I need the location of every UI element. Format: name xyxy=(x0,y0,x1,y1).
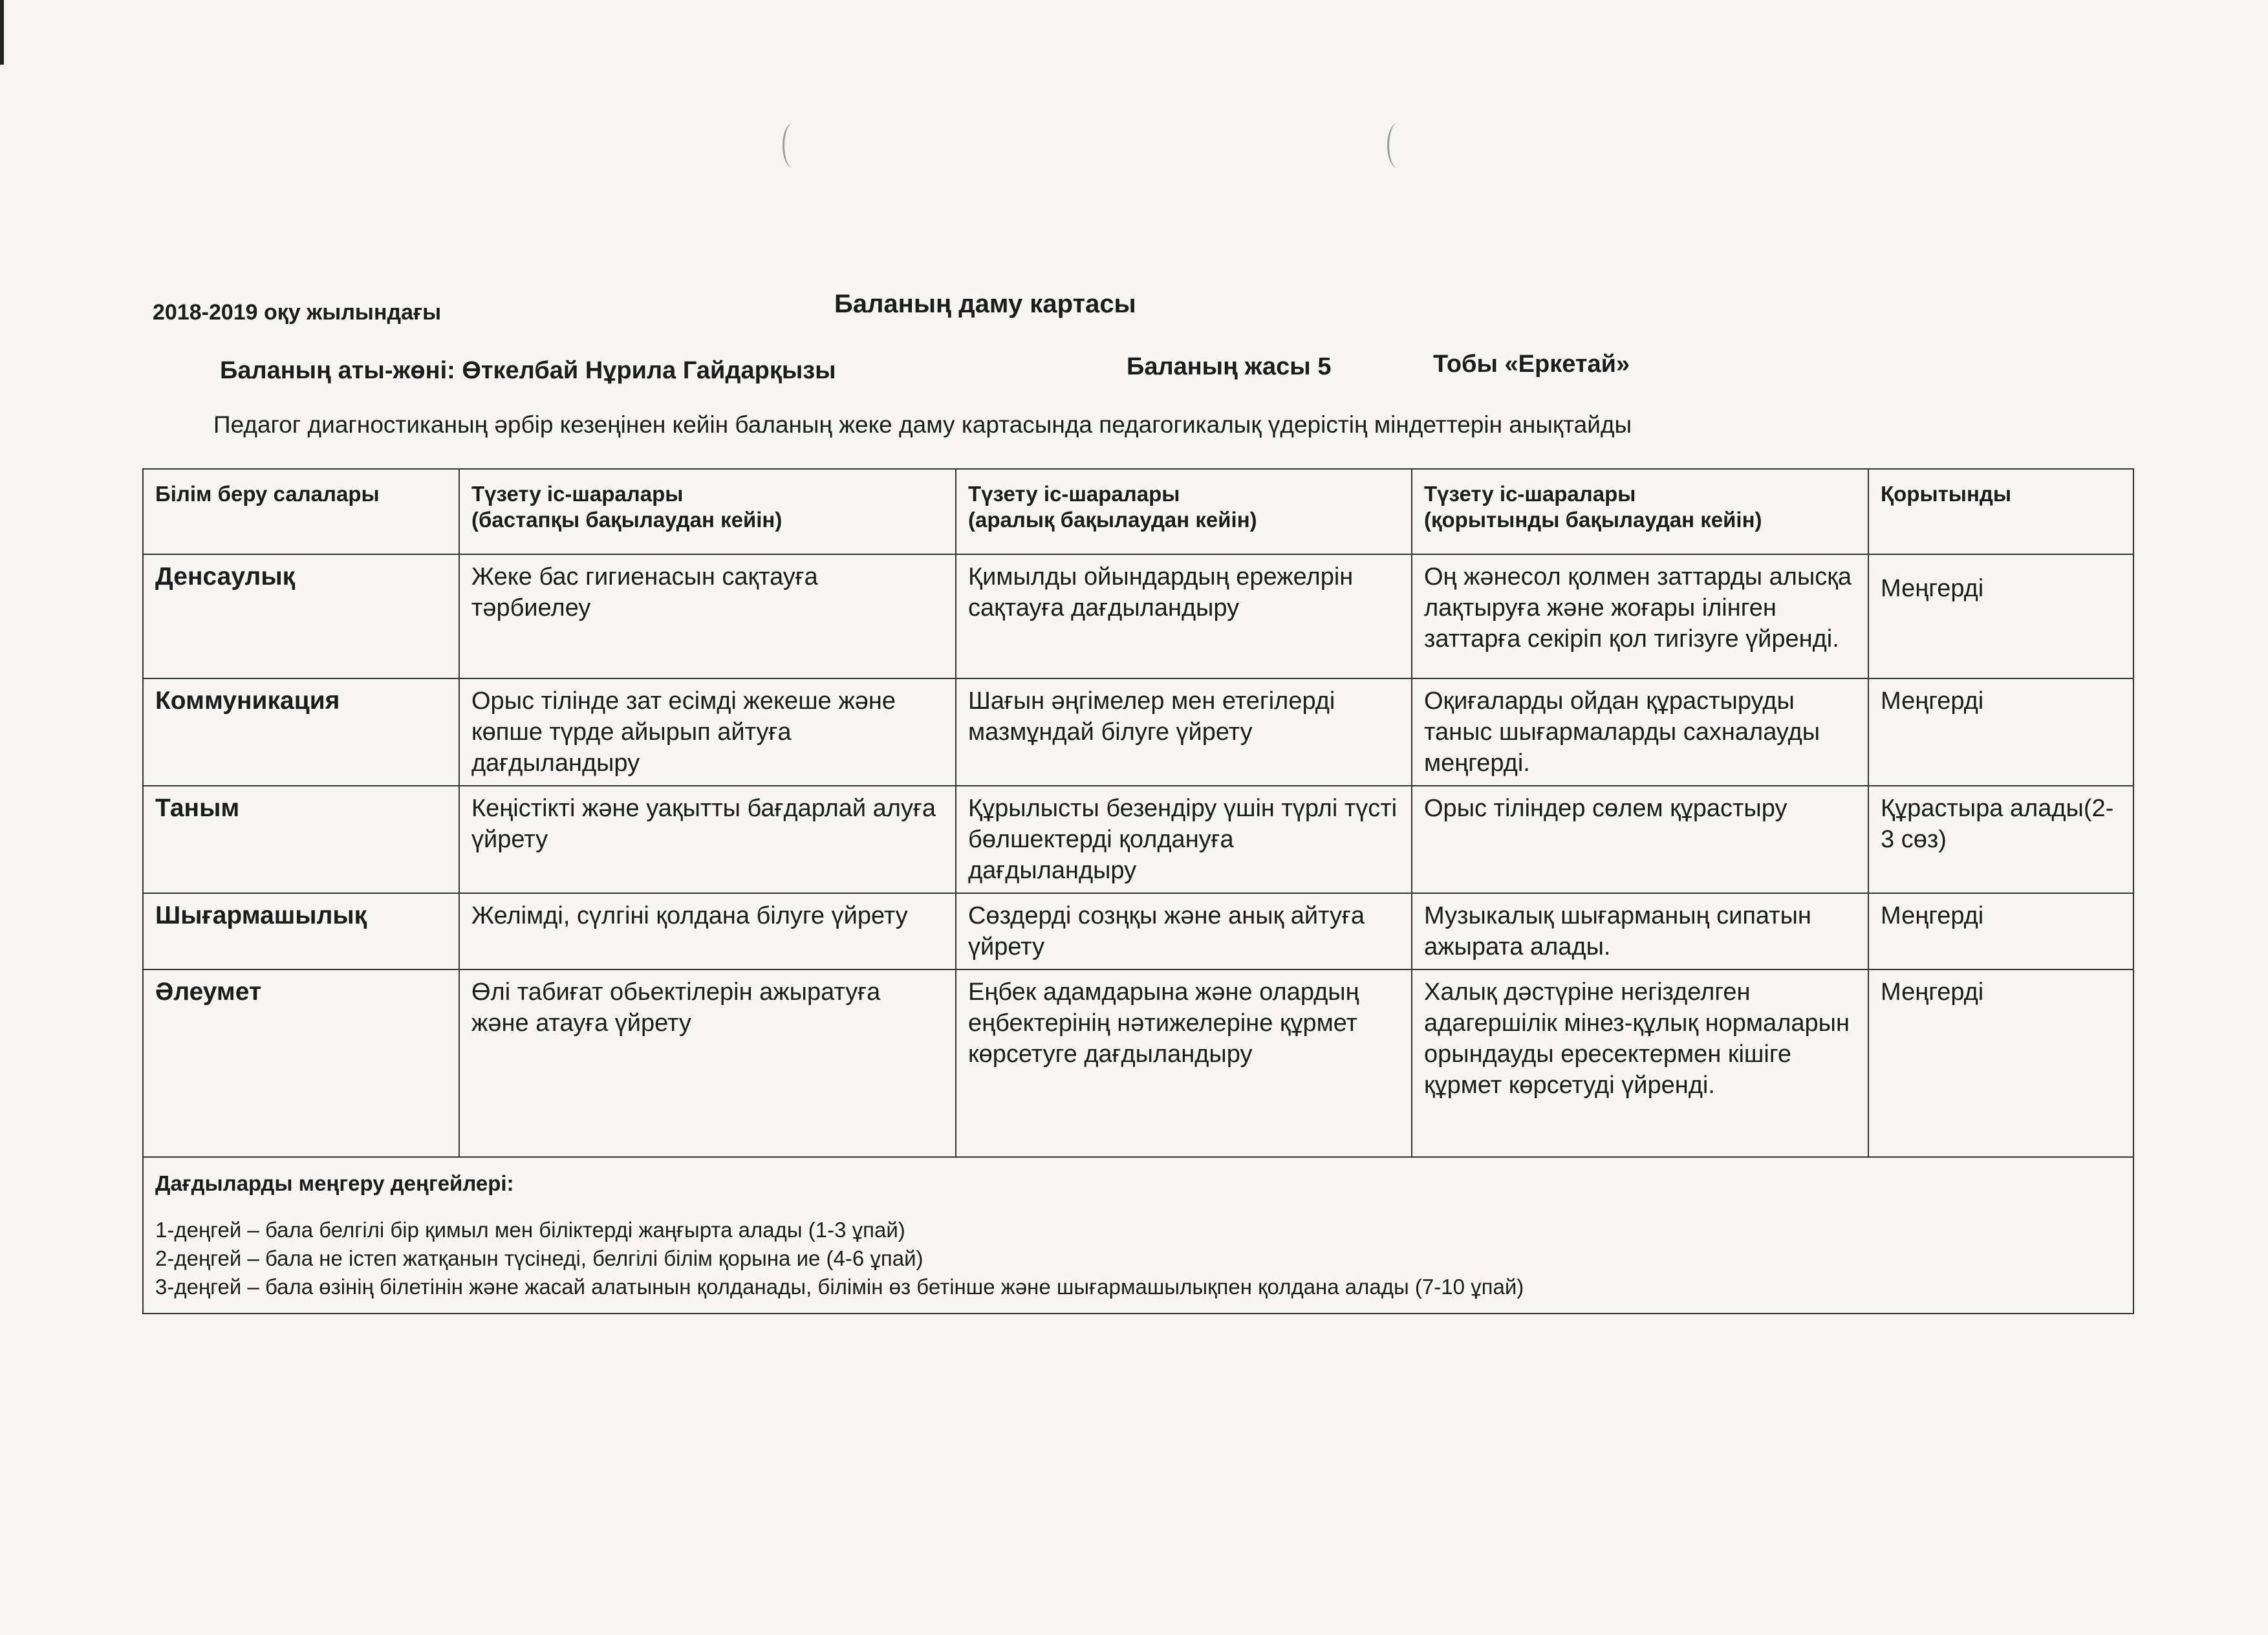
table-row xyxy=(143,678,2133,786)
legend-level-2: 2-деңгей – бала не істеп жатқанын түсінеді, белгілі білім қорына ие (4-6 ұпай) xyxy=(155,1246,923,1270)
final-cell: Халық дәстүріне негізделген адагершілік мінез-құлық нормаларын орындауды ересектермен кішіге құрмет көрсетуді үйренді. xyxy=(1412,969,1868,1157)
initial-cell: Орыс тілінде зат есімді жекеше және көпше түрде айырып айтуға дағдыландыру xyxy=(459,678,956,786)
document-title: Баланың даму картасы xyxy=(834,290,1136,318)
legend-row xyxy=(143,1157,2133,1314)
punch-mark xyxy=(1387,123,1409,168)
intermediate-cell: Сөздерді созңқы және анық айтуға үйрету xyxy=(956,893,1412,969)
result-cell: Меңгерді xyxy=(1868,554,2133,678)
area-cell: Шығармашылық xyxy=(143,893,459,969)
child-group: Тобы «Еркетай» xyxy=(1433,351,1630,378)
final-cell: Орыс тіліндер сөлем құрастыру xyxy=(1412,786,1868,893)
header-cell: Түзету іс-шаралары (бастапқы бақылаудан кейін) xyxy=(459,469,956,554)
final-cell: Оқиғаларды ойдан құрастыруды таныс шығармаларды сахналауды меңгерді. xyxy=(1412,678,1868,786)
header-cell: Түзету іс-шаралары (қорытынды бақылаудан кейін) xyxy=(1412,469,1868,554)
area-cell: Коммуникация xyxy=(143,678,459,786)
legend-level-3: 3-деңгей – бала өзінің білетінін және жасай алатынын қолданады, білімін өз бетінше және шығармашылықпен қолдана алады (7-10 ұпай) xyxy=(155,1275,1524,1299)
result-cell: Меңгерді xyxy=(1868,893,2133,969)
table-row xyxy=(143,786,2133,893)
initial-cell: Жеке бас гигиенасын сақтауға тәрбиелеу xyxy=(459,554,956,678)
scan-edge xyxy=(0,0,4,65)
academic-year: 2018-2019 оқу жылындағы xyxy=(153,300,442,325)
area-cell: Әлеумет xyxy=(143,969,459,1157)
initial-cell: Желімді, сүлгіні қолдана білуге үйрету xyxy=(459,893,956,969)
result-cell: Құрастыра алады(2-3 сөз) xyxy=(1868,786,2133,893)
table-row xyxy=(143,969,2133,1157)
punch-mark xyxy=(783,123,804,168)
final-cell: Оң жәнесол қолмен заттарды алысқа лақтыруға және жоғары ілінген заттарға секіріп қол тигізуге үйренді. xyxy=(1412,554,1868,678)
development-card-table xyxy=(142,468,2134,1314)
result-cell: Меңгерді xyxy=(1868,969,2133,1157)
child-age: Баланың жасы 5 xyxy=(1127,353,1332,380)
area-cell: Денсаулық xyxy=(143,554,459,678)
table-row xyxy=(143,893,2133,969)
table-header-row xyxy=(143,469,2133,554)
initial-cell: Кеңістікті және уақытты бағдарлай алуға үйрету xyxy=(459,786,956,893)
header-cell: Қорытынды xyxy=(1868,469,2133,554)
intermediate-cell: Шағын әңгімелер мен етегілерді мазмұндай білуге үйрету xyxy=(956,678,1412,786)
area-cell: Таным xyxy=(143,786,459,893)
table-row xyxy=(143,554,2133,678)
result-cell: Меңгерді xyxy=(1868,678,2133,786)
intermediate-cell: Еңбек адамдарына және олардың еңбектерінің нәтижелеріне құрмет көрсетуге дағдыландыру xyxy=(956,969,1412,1157)
header-cell: Түзету іс-шаралары (аралық бақылаудан кейін) xyxy=(956,469,1412,554)
header-cell: Білім беру салалары xyxy=(143,469,459,554)
intro-text: Педагог диагностиканың әрбір кезеңінен кейін баланың жеке даму картасында педагогикалық үдерістің міндеттерін анықтайды xyxy=(213,411,1632,438)
initial-cell: Өлі табиғат обьектілерін ажыратуға және атауға үйрету xyxy=(459,969,956,1157)
intermediate-cell: Қимылды ойындардың ережелрін сақтауға дағдыландыру xyxy=(956,554,1412,678)
legend-level-1: 1-деңгей – бала белгілі бір қимыл мен біліктерді жаңғырта алады (1-3 ұпай) xyxy=(155,1218,905,1242)
intermediate-cell: Құрылысты безендіру үшін түрлі түсті бөлшектерді қолдануға дағдыландыру xyxy=(956,786,1412,893)
final-cell: Музыкалық шығарманың сипатын ажырата алады. xyxy=(1412,893,1868,969)
legend-cell xyxy=(143,1157,2133,1314)
legend-title: Дағдыларды меңгеру деңгейлері: xyxy=(155,1171,514,1195)
child-name: Баланың аты-жөні: Өткелбай Нұрила Гайдарқызы xyxy=(220,357,836,384)
